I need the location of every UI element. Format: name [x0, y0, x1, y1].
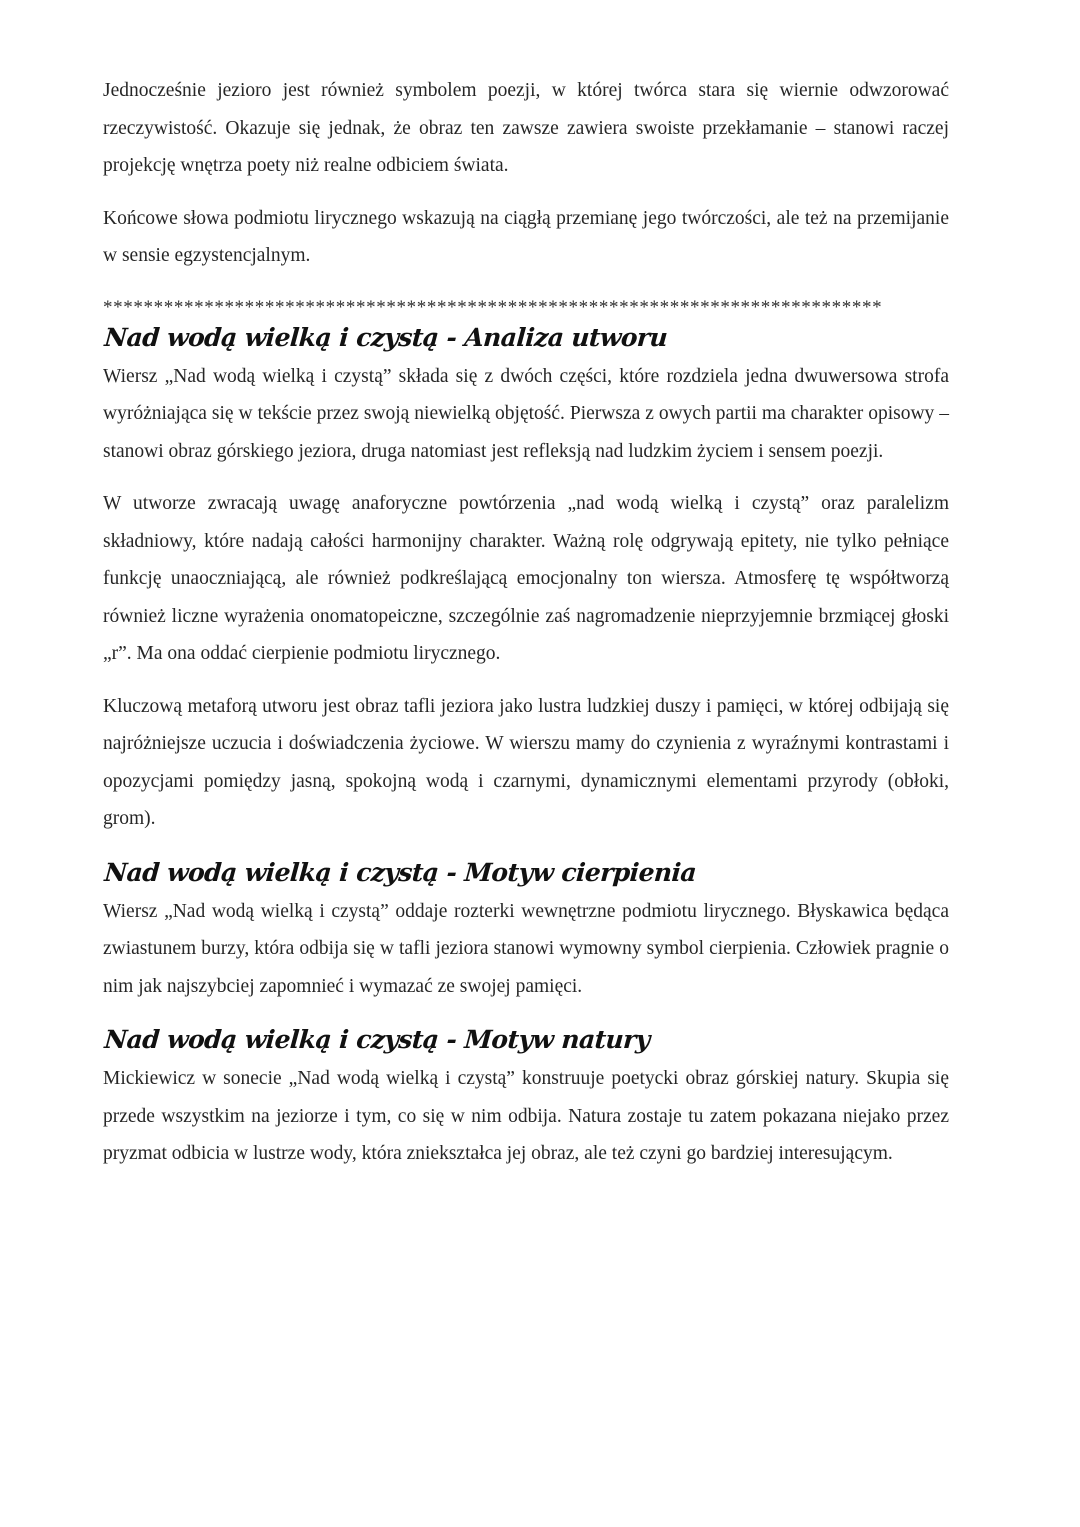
intro-paragraph-2: Końcowe słowa podmiotu lirycznego wskazują na ciągłą przemianę jego twórczości, ale też na przemijanie w sensie egzystencjalnym.	[103, 207, 949, 266]
section-heading-analiza: Nad wodą wielką i czystą - Analiza utworu	[103, 322, 669, 352]
section-heading-natura: Nad wodą wielką i czystą - Motyw natury	[103, 1025, 651, 1054]
analiza-paragraph-2: W utworze zwracają uwagę anaforyczne powtórzenia „nad wodą wielką i czystą” oraz paralelizm składniowy, które nadają całości harmonijny charakter. Ważną rolę odgrywają epitety, nie tylko pełniące funkcję unaoczniającą, ale również podkreślającą emocjonalny ton wiersza. Atmosferę tę współtworzą również liczne wyrażenia onomatopeiczne, szczególnie zaś nagromadzenie nieprzyjemnie brzmiącej głoski „r”. Ma ona oddać cierpienie podmiotu lirycznego.	[103, 493, 949, 664]
document-page	[103, 72, 949, 1188]
analiza-paragraph-3: Kluczową metaforą utworu jest obraz tafli jeziora jako lustra ludzkiej duszy i pamięci, w której odbijają się najróżniejsze uczucia i doświadczenia życiowe. W wierszu mamy do czynienia z wyraźnymi kontrastami i opozycjami pomiędzy jasną, spokojną wodą i czarnymi, dynamicznymi elementami przyrody (obłoki, grom).	[103, 695, 949, 829]
cierpienie-paragraph-1: Wiersz „Nad wodą wielką i czystą” oddaje rozterki wewnętrzne podmiotu lirycznego. Błyskawica będąca zwiastunem burzy, która odbija się w tafli jeziora stanowi wymowny symbol cierpienia. Człowiek pragnie o nim jak najszybciej zapomnieć i wymazać ze swojej pamięci.	[103, 900, 949, 997]
intro-paragraph-1: Jednocześnie jezioro jest również symbolem poezji, w której twórca stara się wiernie odwzorować rzeczywistość. Okazuje się jednak, że obraz ten zawsze zawiera swoiste przekłamanie – stanowi raczej projekcję wnętrza poety niż realne odbiciem świata.	[103, 80, 949, 176]
asterisk-separator: *****************************************************************************	[103, 296, 883, 316]
natura-paragraph-1: Mickiewicz w sonecie „Nad wodą wielką i czystą” konstruuje poetycki obraz górskiej natury. Skupia się przede wszystkim na jeziorze i tym, co się w nim odbija. Natura zostaje tu zatem pokazana niejako przez pryzmat odbicia w lustrze wody, która zniekształca jej obraz, ale też czyni go bardziej interesującym.	[103, 1068, 949, 1164]
section-heading-cierpienie: Nad wodą wielką i czystą - Motyw cierpienia	[103, 857, 698, 887]
analiza-paragraph-1: Wiersz „Nad wodą wielką i czystą” składa się z dwóch części, które rozdziela jedna dwuwersowa strofa wyróżniająca się w tekście przez swoją niewielką objętość. Pierwsza z owych partii ma charakter opisowy – stanowi obraz górskiego jeziora, druga natomiast jest refleksją nad ludzkim życiem i sensem poezji.	[103, 365, 949, 462]
